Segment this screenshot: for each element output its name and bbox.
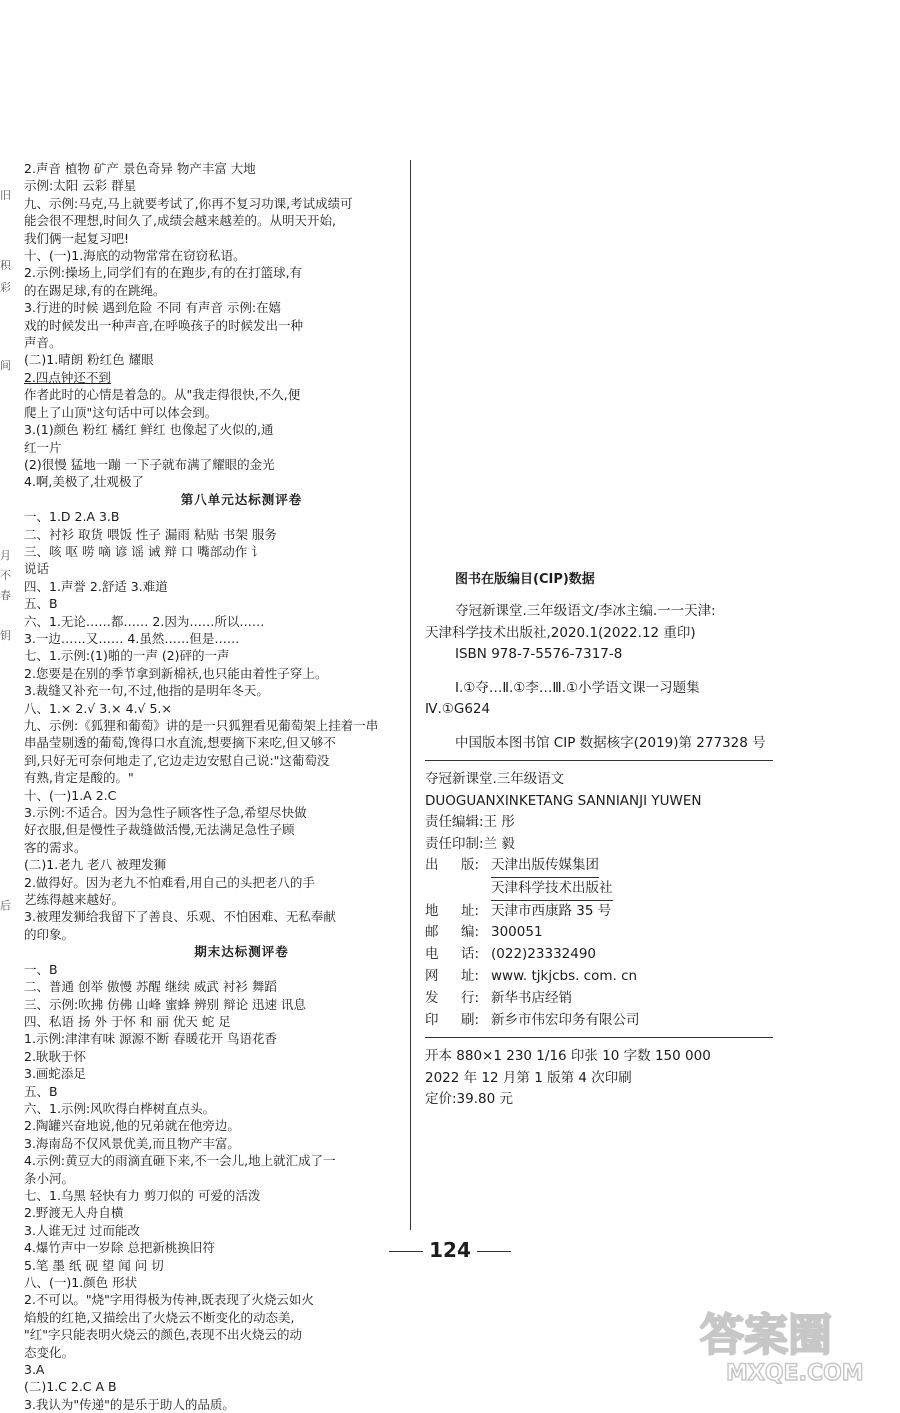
page-number-dash [389,1251,423,1252]
field-key: 网 [425,967,439,984]
answer-line: "红"字只能表明火烧云的颜色,表现不出火烧云的动 [24,1327,302,1343]
watermark-text: 答案圈 [700,1310,832,1361]
cip-line: 夺冠新课堂.三年级语文/李冰主编.一一天津: [455,603,716,619]
field-key-suffix: 版: [461,857,480,873]
gutter-char: 春 [0,589,11,602]
book-title-pinyin: DUOGUANXINKETANG SANNIANJI YUWEN [425,792,702,809]
field-key: 地 [425,902,439,919]
answer-line: 四、1.声誉 2.舒适 3.难道 [24,578,168,594]
answer-line: 九、示例:《狐狸和葡萄》讲的是一只狐狸看见葡萄架上挂着一串 [24,718,379,733]
cip-isbn: ISBN 978-7-5576-7317-8 [455,646,623,662]
field-key-suffix: 址: [461,967,480,984]
publication-fields [425,855,825,1031]
answer-line: 5.笔 墨 纸 砚 望 闻 问 切 [24,1257,164,1273]
answer-line: 八、(一)1.颜色 形状 [24,1275,138,1290]
field-key-suffix: 编: [461,924,480,941]
answer-line: (2)很慢 猛地一蹦 一下子就布满了耀眼的金光 [24,456,275,472]
editor-line [425,812,825,834]
answer-line: 作者此时的心情是着急的。从"我走得很快,不久,便 [24,387,301,403]
field-value: www. tjkjcbs. com. cn [491,967,638,984]
publication-field [425,901,825,923]
answer-line: 1.示例:津津有味 源源不断 春暖花开 鸟语花香 [24,1031,278,1047]
divider [425,1037,773,1038]
answer-line: 3.人谁无过 过而能改 [24,1222,140,1238]
field-key [425,878,461,901]
answer-line: (二)1.C 2.C A B [24,1379,117,1395]
answer-line: 2.陶罐兴奋地说,他的兄弟就在他旁边。 [24,1118,240,1134]
answer-line: 二、普通 创举 傲慢 苏醒 继续 威武 衬衫 舞蹈 [24,979,277,995]
book-specs: 开本 880×1 230 1/16 印张 10 字数 150 000 [425,1048,711,1065]
answer-line: (二)1.晴朗 粉红色 耀眼 [24,352,154,368]
answer-line: 声音。 [24,335,62,351]
gutter-char: 积 [0,259,11,272]
answer-line: 爬上了山顶"这句话中可以体会到。 [24,404,218,420]
answer-line: 态变化。 [24,1344,75,1360]
publication-field [425,988,825,1010]
field-key-suffix: 址: [461,902,480,919]
field-key: 电 [425,946,439,963]
edition-line: 2022 年 12 月第 1 版第 4 次印刷 [425,1069,632,1086]
answer-line: 2.不可以。"烧"字用得极为传神,既表现了火烧云如火 [24,1292,314,1308]
field-key: 邮 [425,924,439,941]
field-value: 新乡市伟宏印务有限公司 [491,1011,640,1028]
publication-field [425,855,825,878]
answer-line: 五、B [24,1083,58,1099]
answer-line: 条小河。 [24,1170,75,1186]
page-number-text: 124 [429,1238,471,1262]
field-value: 天津出版传媒集团 [491,855,599,878]
cip-number: 中国版本图书馆 CIP 数据核字(2019)第 277328 号 [455,734,766,751]
answer-line: 七、1.乌黑 轻快有力 剪刀似的 可爱的活泼 [24,1187,261,1203]
cip-line: Ⅳ.①G624 [425,701,491,717]
divider [425,760,773,761]
answer-line: 2.您要是在别的季节拿到新棉袄,也只能由着性子穿上。 [24,665,328,681]
answer-line: 二、衬衫 取货 喂饭 性子 漏雨 粘贴 书架 服务 [24,526,277,542]
print-manager-line [425,834,825,856]
answer-line: 六、1.示例:风吹得白桦树直点头。 [24,1100,216,1116]
answer-line: 3.(1)颜色 粉红 橘红 鲜红 也像起了火似的,通 [24,422,274,438]
answer-line: 七、1.示例:(1)啪的一声 (2)砰的一声 [24,648,230,664]
price-line: 定价:39.80 元 [425,1091,513,1108]
answer-line: 3.一边……又…… 4.虽然……但是…… [24,630,240,646]
answer-line: 十、(一)1.A 2.C [24,787,117,803]
gutter-char: 间 [0,359,11,372]
answer-line: 三、咳 呕 唠 嘀 谚 谣 诫 辩 口 嘴部动作 讠 [24,543,264,559]
answer-line: 3.裁缝又补充一句,不过,他指的是明年冬天。 [24,683,269,699]
gutter-char: 钥 [0,629,11,642]
publication-field [425,1010,825,1032]
answer-line: 好衣服,但是慢性子裁缝做活慢,无法满足急性子顾 [24,822,295,838]
gutter-char: 不 [0,569,11,582]
answer-line: 说话 [24,561,50,577]
cip-line: Ⅰ.①夺…Ⅱ.①李…Ⅲ.①小学语文课一习题集 [455,679,700,696]
answer-line: 四、私语 扬 外 于怀 和 丽 优天 蛇 足 [24,1013,231,1029]
field-value: 300051 [491,924,543,941]
answer-line: 能会很不理想,时间久了,成绩会越来越差的。从明天开始, [24,213,336,229]
answer-line: 红一片 [24,439,62,455]
field-value: (022)23332490 [491,946,597,963]
answer-line: 焰般的红艳,又描绘出了火烧云不断变化的动态美, [24,1309,295,1325]
book-title: 夺冠新课堂.三年级语文 [425,771,565,787]
publication-field [425,966,825,988]
answer-line: 3.海南岛不仅风景优美,而且物产丰富。 [24,1135,240,1151]
publication-field [425,922,825,944]
field-value: 天津科学技术出版社 [491,878,613,901]
answer-line: 2.做得好。因为老九不怕难看,用自己的头把老八的手 [24,874,315,890]
editor-name: 王 彤 [483,814,515,830]
watermark-logo [696,1300,896,1386]
answer-line: 2.声音 植物 矿产 景色奇异 物产丰富 大地 [24,161,256,176]
field-key: 印 [425,1011,439,1028]
publication-field [425,944,825,966]
answer-line: 4.爆竹声中一岁除 总把新桃换旧符 [24,1240,215,1256]
gutter-char: 月 [0,549,11,562]
answer-line: 一、B [24,961,58,977]
publication-field [425,878,825,901]
answer-line: 示例:太阳 云彩 群星 [24,178,137,194]
field-key: 出 [425,857,439,873]
page-number-dash [477,1251,511,1252]
editor-label: 责任编辑: [425,814,484,830]
answer-line: 到,只好无可奈何地走了,它边走边安慰自己说:"这葡萄没 [24,752,330,768]
answer-line: 2.耿耿于怀 [24,1048,86,1064]
gutter-char: 旧 [0,189,11,202]
field-key-suffix: 话: [461,946,480,963]
answer-line: 客的需求。 [24,839,87,855]
print-label: 责任印制: [425,835,484,852]
binding-gutter [0,160,14,1230]
cip-data-block [425,568,825,1111]
answer-line: 3.行进的时候 遇到危险 不同 有声音 示例:在嬉 [24,300,282,316]
field-key-suffix: 行: [461,989,480,1006]
answer-line: 三、示例:吹拂 仿佛 山峰 蜜蜂 辨别 辩论 迅速 讯息 [24,996,307,1012]
cip-title: 图书在版编目(CIP)数据 [455,572,595,587]
answer-line: 九、示例:马克,马上就要考试了,你再不复习功课,考试成绩可 [24,195,353,211]
answer-line: 串晶莹剔透的葡萄,馋得口水直流,想要摘下来吃,但又够不 [24,735,336,751]
field-key-suffix: 刷: [461,1011,480,1028]
answer-line: 3.我认为"传递"的是乐于助人的品质。 [24,1396,235,1412]
field-value: 新华书店经销 [491,989,572,1006]
answer-line: 戏的时候发出一种声音,在呼唤孩子的时候发出一种 [24,317,303,333]
gutter-char: 后 [0,899,11,912]
answer-line: 的在踢足球,有的在跳绳。 [24,282,166,298]
answer-line: 3.画蛇添足 [24,1066,86,1082]
answer-line: 3.示例:不适合。因为急性子顾客性子急,希望尽快做 [24,805,307,821]
answer-line: 2.野渡无人舟自横 [24,1205,124,1221]
cip-line: 天津科学技术出版社,2020.1(2022.12 重印) [425,624,696,641]
answer-line: 3.被理发狮给我留下了善良、乐观、不怕困难、无私奉献 [24,909,336,925]
answer-line: 的印象。 [24,926,75,942]
section-heading: 期末达标测评卷 [194,944,289,960]
answer-line: 我们俩一起复习吧! [24,230,130,246]
section-heading: 第八单元达标测评卷 [180,491,303,507]
gutter-char: 彩 [0,281,11,294]
column-divider [410,160,411,1230]
answer-line: 艺练得越来越好。 [24,892,125,908]
answer-line: 一、1.D 2.A 3.B [24,509,120,525]
answer-line: 五、B [24,596,58,612]
answer-line: 六、1.无论……都…… 2.因为……所以…… [24,613,265,629]
answer-line: (二)1.老九 老八 被理发狮 [24,857,167,873]
answer-line: 3.A [24,1362,45,1378]
field-key: 发 [425,989,439,1006]
answer-line: 八、1.× 2.√ 3.× 4.√ 5.× [24,700,172,716]
page-number [0,1236,900,1264]
answer-line: 4.示例:黄豆大的雨滴直砸下来,不一会儿,地上就汇成了一 [24,1153,336,1169]
field-value: 天津市西康路 35 号 [491,902,612,919]
answer-key-column [24,160,409,1413]
answer-line: 2.四点钟还不到 [24,369,111,385]
answer-line: 4.啊,美极了,壮观极了 [24,474,144,490]
print-manager-name: 兰 毅 [483,835,515,852]
watermark-url: MXQE.COM [726,1361,864,1386]
field-key-suffix [461,878,491,901]
answer-line: 有熟,肯定是酸的。" [24,770,134,786]
answer-line: 十、(一)1.海底的动物常常在窃窃私语。 [24,248,246,264]
answer-line: 2.示例:操场上,同学们有的在跑步,有的在打篮球,有 [24,265,303,281]
